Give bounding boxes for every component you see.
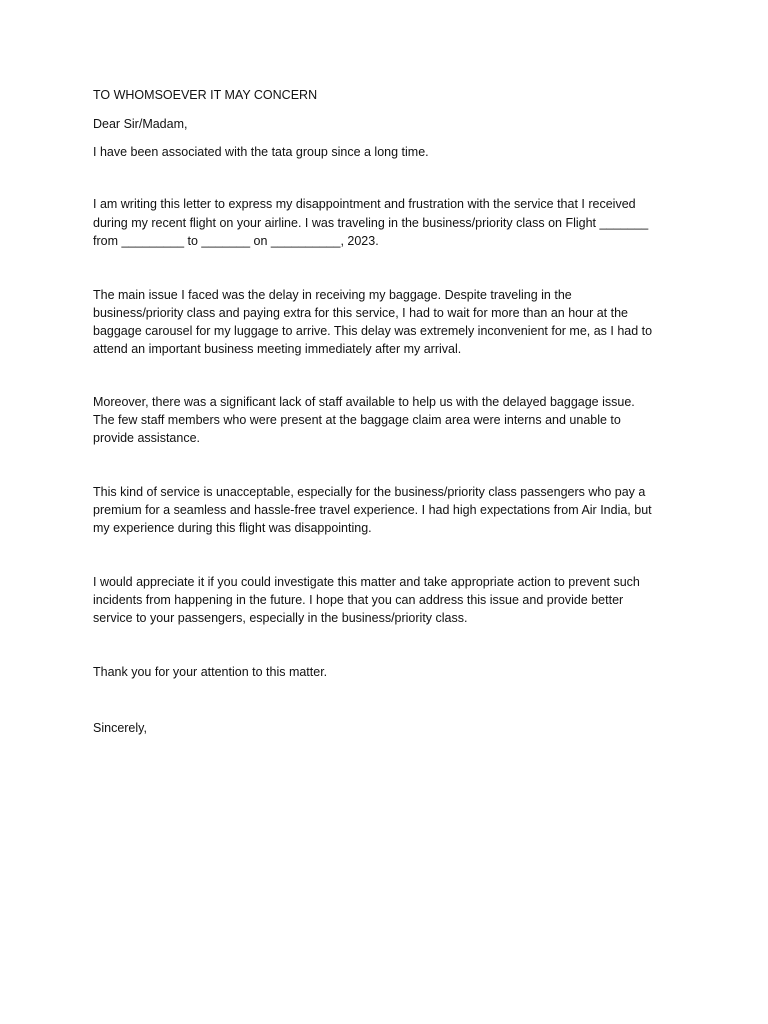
paragraph-line: attend an important business meeting immediately after my arrival. (93, 342, 462, 356)
paragraph-line: from _________ to _______ on __________, 2023. (93, 234, 379, 248)
paragraph-line: provide assistance. (93, 431, 201, 445)
paragraph-line: The main issue I faced was the delay in receiving my baggage. Despite traveling in the (93, 288, 572, 302)
paragraph-line: incidents from happening in the future. I hope that you can address this issue and provide better (93, 593, 624, 607)
letter-closing: Sincerely, (93, 721, 147, 735)
paragraph-line: baggage carousel for my luggage to arrive. This delay was extremely inconvenient for me, as I had to (93, 324, 653, 338)
letter-heading: TO WHOMSOEVER IT MAY CONCERN (93, 88, 318, 102)
paragraph-line: my experience during this flight was disappointing. (93, 521, 372, 535)
letter-thanks: Thank you for your attention to this matter. (93, 665, 328, 679)
paragraph-line: I am writing this letter to express my disappointment and frustration with the service that I received (93, 197, 636, 211)
letter-intro: I have been associated with the tata group since a long time. (93, 145, 429, 159)
paragraph-line: The few staff members who were present at the baggage claim area were interns and unable to (93, 413, 621, 427)
paragraph-line: service to your passengers, especially in the business/priority class. (93, 611, 468, 625)
paragraph-line: This kind of service is unacceptable, especially for the business/priority class passengers who pay a (93, 485, 646, 499)
paragraph-line: business/priority class and paying extra for this service, I had to wait for more than an hour at the (93, 306, 628, 320)
letter-salutation: Dear Sir/Madam, (93, 117, 188, 131)
paragraph-line: during my recent flight on your airline. I was traveling in the business/priority class on Flight _______ (93, 216, 649, 230)
paragraph-line: premium for a seamless and hassle-free travel experience. I had high expectations from Air India, but (93, 503, 652, 517)
paragraph-line: I would appreciate it if you could investigate this matter and take appropriate action to prevent such (93, 575, 640, 589)
paragraph-line: Moreover, there was a significant lack of staff available to help us with the delayed baggage issue. (93, 395, 635, 409)
